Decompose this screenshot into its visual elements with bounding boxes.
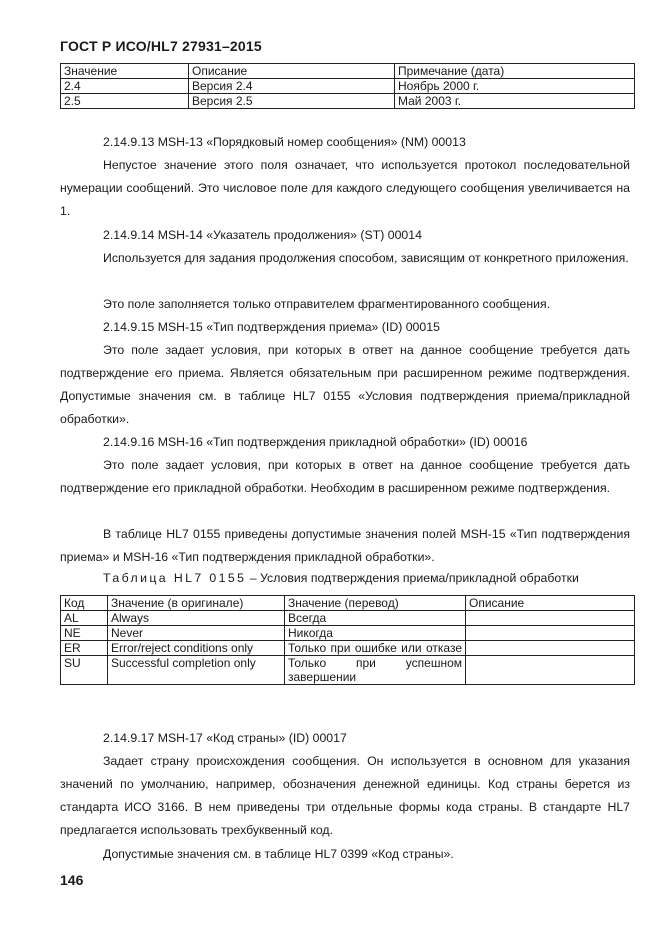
table-row: [61, 641, 635, 656]
table-cell: [466, 611, 635, 626]
table-caption: [103, 569, 579, 587]
table-header-row: [61, 596, 635, 611]
table-row: [61, 626, 635, 641]
table-cell: Версия 2.4: [189, 79, 395, 94]
table-cell: SU: [61, 656, 108, 685]
table-cell: ER: [61, 641, 108, 656]
table-cell-text: Только при ошибке или отказе: [288, 641, 462, 655]
section-heading-msh16: 2.14.9.16 MSH-16 «Тип подтверждения прикладной обработки» (ID) 00016: [103, 435, 528, 449]
section-heading-msh15: 2.14.9.15 MSH-15 «Тип подтверждения приема» (ID) 00015: [103, 320, 440, 334]
table-cell: Never: [108, 626, 285, 641]
table-row: [61, 611, 635, 626]
paragraph-msh13: Непустое значение этого поля означает, что используется протокол последовательной нумерации сообщений. Это числовое поле для каждого следующего сообщения увеличивается на 1.: [60, 158, 630, 218]
table-cell: Successful completion only: [108, 656, 285, 685]
paragraph-msh14-sender: Это поле заполняется только отправителем фрагментированного сообщения.: [103, 297, 551, 311]
paragraph-msh17: Задает страну происхождения сообщения. Он используется в основном для указания значений по умолчанию, например, обозначения денежной единицы. Код страны берется из стандарта ИСО 3166. В нем приведены три отдельные формы кода страны. В стандарте HL7 предлагается использовать трехбуквенный код.: [60, 754, 630, 837]
table-header-cell: Значение (в оригинале): [108, 596, 285, 611]
table-header-cell: Описание: [466, 596, 635, 611]
table-cell: Май 2003 г.: [395, 94, 635, 109]
paragraph-table-intro: В таблице HL7 0155 приведены допустимые значения полей MSH-15 «Тип подтверждения приема» и MSH-16 «Тип подтверждения прикладной обработки».: [60, 527, 630, 564]
table-cell: Всегда: [285, 611, 466, 626]
table-cell: Always: [108, 611, 285, 626]
table-cell: NE: [61, 626, 108, 641]
table-header-row: [61, 64, 635, 79]
table-cell: [466, 626, 635, 641]
table-cell: Никогда: [285, 626, 466, 641]
section-heading-msh13: 2.14.9.13 MSH-13 «Порядковый номер сообщения» (NM) 00013: [103, 135, 466, 149]
table-row: [61, 656, 635, 685]
table-cell: Error/reject conditions only: [108, 641, 285, 656]
paragraph-msh15: Это поле задает условия, при которых в ответ на данное сообщение требуется дать подтверждение его приема. Является обязательным при расширенном режиме подтверждения. Допустимые значения см. в таблице HL7 0155 «Условия подтверждения приема/прикладной обработки».: [60, 343, 630, 426]
table-row: [61, 79, 635, 94]
page-number: 146: [60, 872, 84, 888]
table-cell: AL: [61, 611, 108, 626]
table-cell: [285, 656, 466, 685]
table-cell: 2.5: [61, 94, 189, 109]
table-caption-text: – Условия подтверждения приема/прикладной обработки: [249, 571, 579, 585]
table-cell: Ноябрь 2000 г.: [395, 79, 635, 94]
table-row: [61, 94, 635, 109]
table-cell: Версия 2.5: [189, 94, 395, 109]
table-cell: [466, 641, 635, 656]
acknowledgment-codes-table: [60, 595, 635, 685]
paragraph-msh14-usage: Используется для задания продолжения способом, зависящим от конкретного приложения.: [103, 251, 629, 265]
version-table: [60, 63, 635, 109]
section-heading-msh17: 2.14.9.17 MSH-17 «Код страны» (ID) 00017: [103, 731, 347, 745]
paragraph-msh16: Это поле задает условия, при которых в ответ на данное сообщение требуется дать подтверждение его прикладной обработки. Необходим в расширенном режиме подтверждения.: [60, 458, 630, 495]
table-caption-label: Таблица HL7 0155: [103, 571, 247, 585]
table-cell: [466, 656, 635, 685]
table-header-cell: Описание: [189, 64, 395, 79]
section-heading-msh14: 2.14.9.14 MSH-14 «Указатель продолжения» (ST) 00014: [103, 228, 422, 242]
table-cell: [285, 641, 466, 656]
paragraph-msh17-reference: Допустимые значения см. в таблице HL7 0399 «Код страны».: [103, 847, 454, 861]
document-header: ГОСТ Р ИСО/HL7 27931–2015: [60, 38, 262, 54]
table-header-cell: Значение: [61, 64, 189, 79]
table-cell-text: Только при успешном завершении: [288, 656, 462, 684]
table-header-cell: Примечание (дата): [395, 64, 635, 79]
table-header-cell: Значение (перевод): [285, 596, 466, 611]
table-cell: 2.4: [61, 79, 189, 94]
table-header-cell: Код: [61, 596, 108, 611]
